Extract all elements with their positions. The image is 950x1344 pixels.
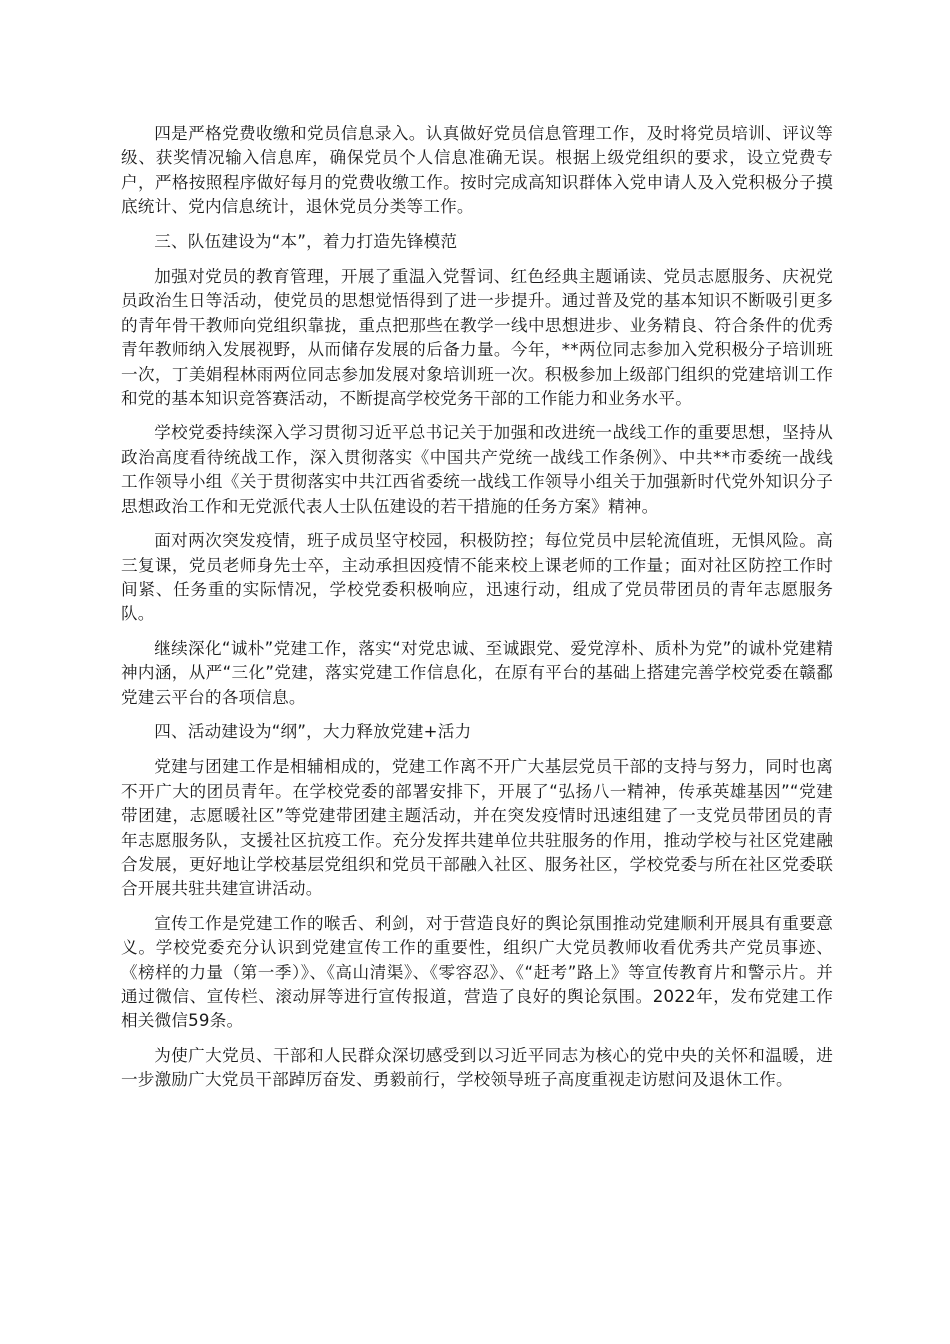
paragraph-party-youth-league: 党建与团建工作是相辅相成的，党建工作离不开广大基层党员干部的支持与努力，同时也离不开广大的团员青年。在学校党委的部署安排下，开展了“弘扬八一精神，传承英雄基因”“党建带团建，志愿暖社区”等党建带团建主题活动，并在突发疫情时迅速组建了一支党员带团员的青年志愿服务队，支援社区抗疫工作。充分发挥共建单位共驻服务的作用，推动学校与社区党建融合发展，更好地让学校基层党组织和党员干部融入社区、服务社区，学校党委与所在社区党委联合开展共驻共建宣讲活动。 (121, 757, 833, 899)
paragraph-united-front: 学校党委持续深入学习贯彻习近平总书记关于加强和改进统一战线工作的重要思想，坚持从政治高度看待统战工作，深入贯彻落实《中国共产党统一战线工作条例》、中共**市委统一战线工作领导小组《关于贯彻落实中共江西省委统一战线工作领导小组关于加强新时代党外知识分子思想政治工作和无党派代表人士队伍建设的若干措施的任务方案》精神。 (121, 423, 833, 516)
section-heading-team-building: 三、队伍建设为“本”，着力打造先锋模范 (154, 231, 458, 251)
section-heading-activity-building: 四、活动建设为“纲”，大力释放党建+活力 (154, 721, 472, 741)
paragraph-epidemic-response: 面对两次突发疫情，班子成员坚守校园，积极防控；每位党员中层轮流值班，无惧风险。高三复课，党员老师身先士卒，主动承担因疫情不能来校上课老师的工作量；面对社区防控工作时间紧、任务重的实际情况，学校党委积极响应，迅速行动，组成了党员带团员的青年志愿服务队。 (121, 531, 833, 624)
paragraph-chengpu-party-building: 继续深化“诚朴”党建工作，落实“对党忠诚、至诚跟党、爱党淳朴、质朴为党”的诚朴党建精神内涵，从严“三化”党建，落实党建工作信息化，在原有平台的基础上搭建完善学校党委在赣鄱党建云平台的各项信息。 (121, 638, 833, 707)
paragraph-member-education: 加强对党员的教育管理，开展了重温入党誓词、红色经典主题诵读、党员志愿服务、庆祝党员政治生日等活动，使党员的思想觉悟得到了进一步提升。通过普及党的基本知识不断吸引更多的青年骨干教师向党组织靠拢，重点把那些在教学一线中思想进步、业务精良、符合条件的优秀青年教师纳入发展视野，从而储存发展的后备力量。今年，**两位同志参加入党积极分子培训班一次，丁美娟程林雨两位同志参加发展对象培训班一次。积极参加上级部门组织的党建培训工作和党的基本知识竞答赛活动，不断提高学校党务干部的工作能力和业务水平。 (121, 267, 833, 409)
paragraph-party-fees: 四是严格党费收缴和党员信息录入。认真做好党员信息管理工作，及时将党员培训、评议等级、获奖情况输入信息库，确保党员个人信息准确无误。根据上级党组织的要求，设立党费专户，严格按照程序做好每月的党费收缴工作。按时完成高知识群体入党申请人及入党积极分子摸底统计、党内信息统计，退休党员分类等工作。 (121, 124, 833, 217)
paragraph-publicity-work: 宣传工作是党建工作的喉舌、利剑，对于营造良好的舆论氛围推动党建顺利开展具有重要意义。学校党委充分认识到党建宣传工作的重要性，组织广大党员教师收看优秀共产党员事迹、《榜样的力量（第一季）》、《高山清渠》、《零容忍》、《“赶考”路上》等宣传教育片和警示片。并通过微信、宣传栏、滚动屏等进行宣传报道，营造了良好的舆论氛围。2022年，发布党建工作相关微信59条。 (121, 913, 833, 1031)
document-page (121, 122, 833, 1103)
paragraph-condolence-visits: 为使广大党员、干部和人民群众深切感受到以习近平同志为核心的党中央的关怀和温暖，进一步激励广大党员干部踔厉奋发、勇毅前行，学校领导班子高度重视走访慰问及退休工作。 (121, 1045, 833, 1090)
